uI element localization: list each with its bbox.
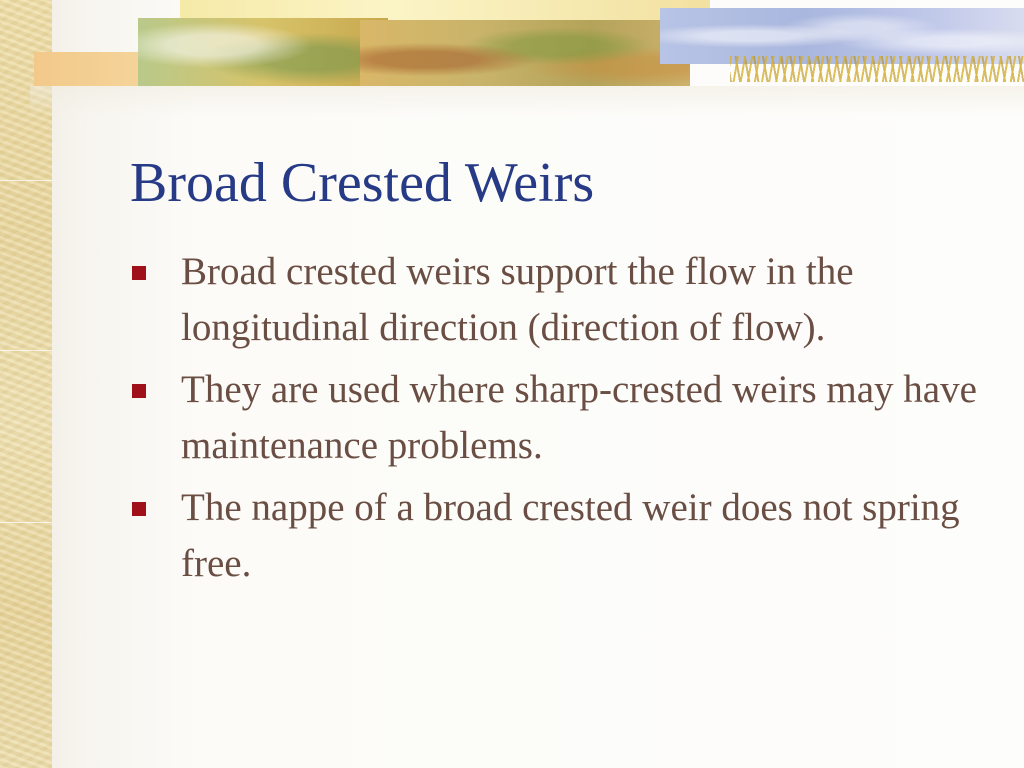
bullet-text: They are used where sharp-crested weirs may have maintenance problems.: [181, 368, 977, 467]
bullet-item: [130, 362, 990, 474]
slide-title: Broad Crested Weirs: [130, 152, 595, 214]
header-banner-image: [30, 0, 1024, 90]
bullet-list: [130, 244, 990, 598]
banner-leaves: [138, 18, 388, 86]
parchment-seam: [0, 522, 52, 523]
parchment-seam: [0, 350, 52, 351]
square-bullet-icon: [132, 266, 146, 280]
banner-grass: [730, 56, 1024, 82]
square-bullet-icon: [132, 502, 146, 516]
banner-shadow: [30, 86, 1024, 116]
bullet-text: The nappe of a broad crested weir does not spring free.: [181, 486, 960, 585]
banner-autumn-leaves: [360, 20, 690, 86]
bullet-item: [130, 480, 990, 592]
bullet-item: [130, 244, 990, 356]
bullet-text: Broad crested weirs support the flow in the longitudinal direction (direction of flow).: [181, 250, 854, 349]
parchment-seam: [0, 180, 52, 181]
square-bullet-icon: [132, 384, 146, 398]
